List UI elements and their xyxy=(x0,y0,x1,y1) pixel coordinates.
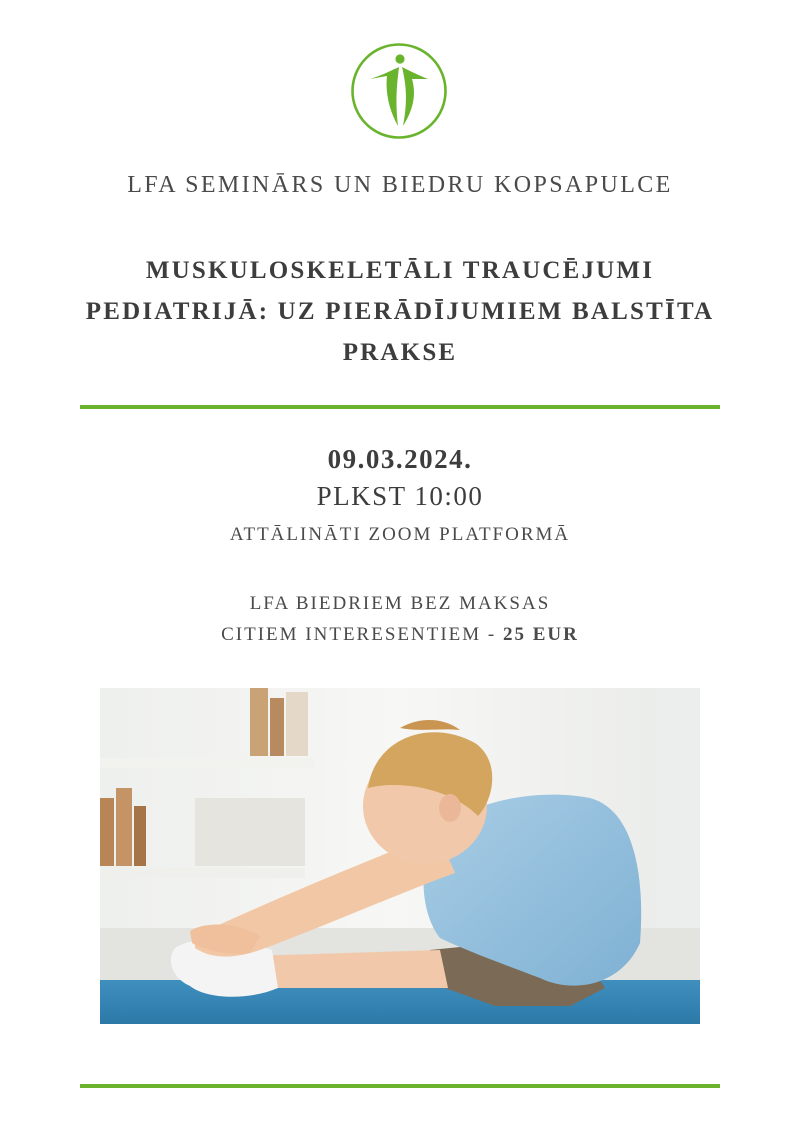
event-title-line: PEDIATRIJĀ: UZ PIERĀDĪJUMIEM BALSTĪTA xyxy=(85,298,715,325)
top-divider xyxy=(80,405,720,409)
logo-person-figure-icon xyxy=(350,42,448,140)
price-members: LFA BIEDRIEM BEZ MAKSAS xyxy=(249,593,551,614)
photo-child-stretching xyxy=(100,688,700,1024)
bottom-divider xyxy=(80,1084,720,1088)
event-date: 09.03.2024. xyxy=(327,444,473,474)
price-others-label: CITIEM INTERESENTIEM - xyxy=(221,624,503,645)
price-others xyxy=(0,624,800,646)
event-title xyxy=(60,250,740,373)
event-location: ATTĀLINĀTI ZOOM PLATFORMĀ xyxy=(229,524,571,545)
event-time: PLKST 10:00 xyxy=(316,481,484,511)
event-series-heading: LFA SEMINĀRS UN BIEDRU KOPSAPULCE xyxy=(127,172,673,198)
price-others-amount: 25 EUR xyxy=(503,624,579,645)
event-title-line: MUSKULOSKELETĀLI TRAUCĒJUMI xyxy=(145,257,655,284)
event-title-line: PRAKSE xyxy=(342,339,458,366)
